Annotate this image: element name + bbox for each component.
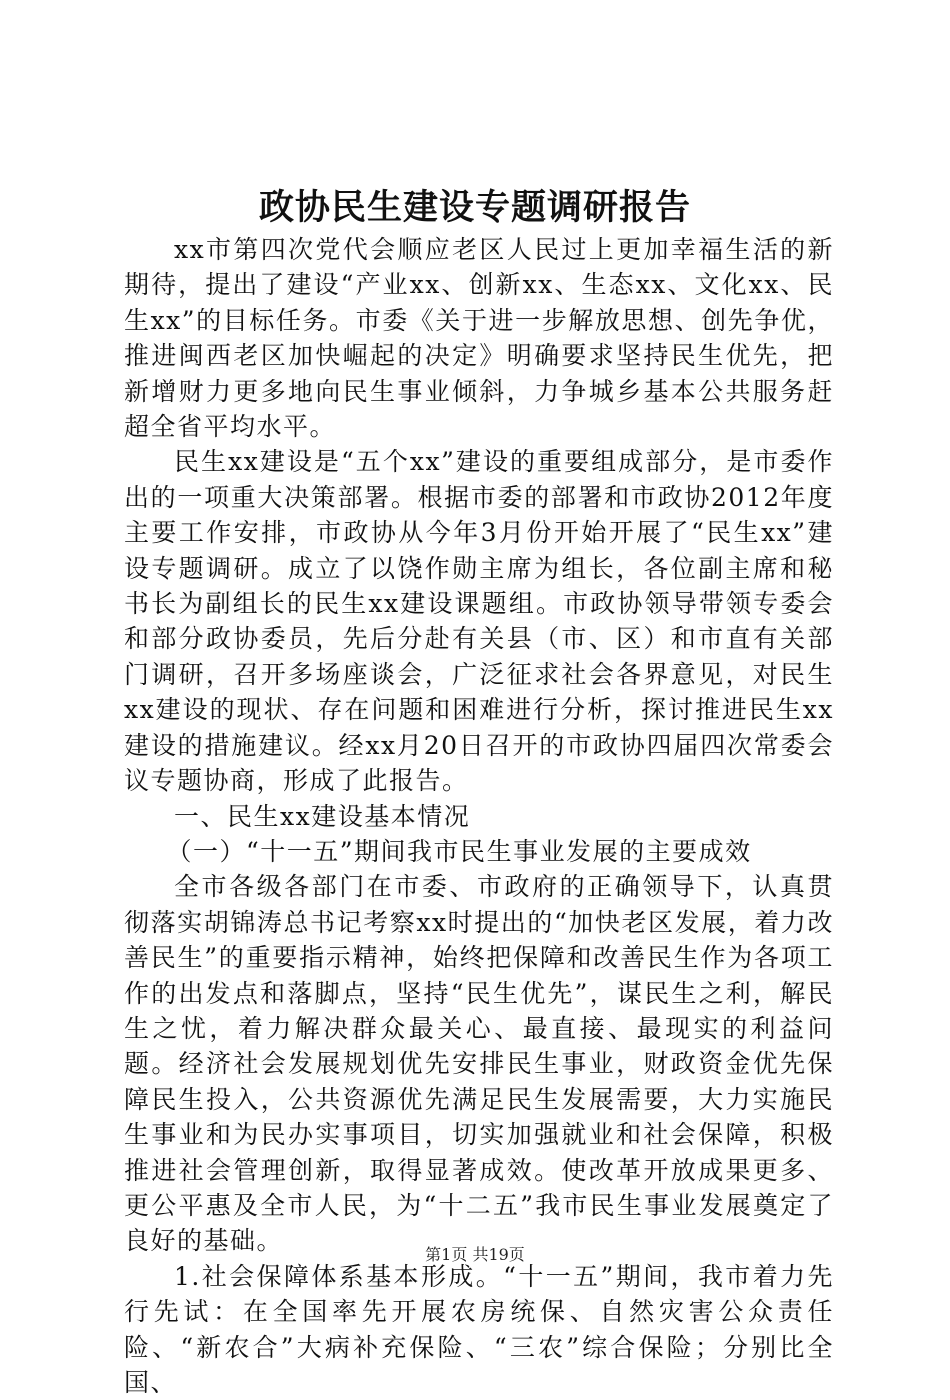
document-body bbox=[124, 232, 834, 1400]
paragraph-social-security: 1.社会保障体系基本形成。“十一五”期间，我市着力先行先试：在全国率先开展农房统保、自然灾害公众责任险、“新农合”大病补充保险、“三农”综合保险；分别比全国、 bbox=[124, 1261, 834, 1397]
section-heading: 一、民生xx建设基本情况 bbox=[174, 801, 471, 831]
subsection-heading: （一）“十一五”期间我市民生事业发展的主要成效 bbox=[166, 836, 752, 866]
document-title: 政协民生建设专题调研报告 bbox=[258, 187, 691, 228]
paragraph-achievements: 全市各级各部门在市委、市政府的正确领导下，认真贯彻落实胡锦涛总书记考察xx时提出的“加快老区发展，着力改善民生”的重要指示精神，始终把保障和改善民生作为各项工作的出发点和落脚点，坚持“民生优先”，谋民生之利，解民生之忧，着力解决群众最关心、最直接、最现实的利益问题。经济社会发展规划优先安排民生事业，财政资金优先保障民生投入，公共资源优先满足民生发展需要，大力实施民生事业和为民办实事项目，切实加强就业和社会保障，积极推进社会管理创新，取得显著成效。使改革开放成果更多、更公平惠及全市人民，为“十二五”我市民生事业发展奠定了良好的基础。 bbox=[124, 872, 834, 1256]
paragraph-intro: xx市第四次党代会顺应老区人民过上更加幸福生活的新期待，提出了建设“产业xx、创新xx、生态xx、文化xx、民生xx”的目标任务。市委《关于进一步解放思想、创先争优，推进闽西老区加快崛起的决定》明确要求坚持民生优先，把新增财力更多地向民生事业倾斜，力争城乡基本公共服务赶超全省平均水平。 bbox=[124, 235, 834, 442]
page-number-footer: 第1页 共19页 bbox=[425, 1245, 525, 1264]
paragraph-background: 民生xx建设是“五个xx”建设的重要组成部分，是市委作出的一项重大决策部署。根据市委的部署和市政协2012年度主要工作安排，市政协从今年3月份开始开展了“民生xx”建设专题调研。成立了以饶作勋主席为组长，各位副主席和秘书长为副组长的民生xx建设课题组。市政协领导带领专委会和部分政协委员，先后分赴有关县（市、区）和市直有关部门调研，召开多场座谈会，广泛征求社会各界意见，对民生xx建设的现状、存在问题和困难进行分析，探讨推进民生xx建设的措施建议。经xx月20日召开的市政协四届四次常委会议专题协商，形成了此报告。 bbox=[124, 447, 834, 796]
